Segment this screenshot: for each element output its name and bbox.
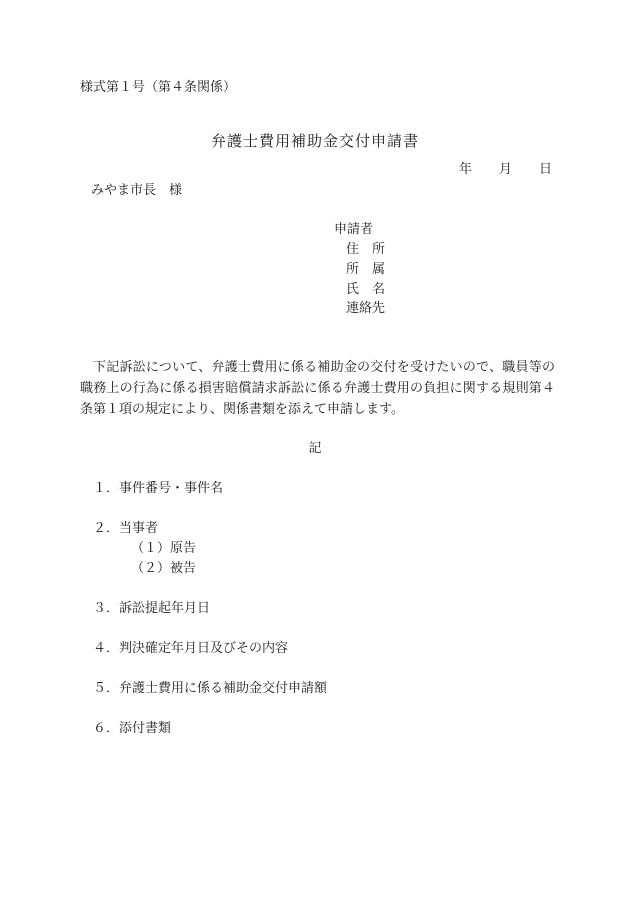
form-number: 様式第１号（第４条関係） (80, 80, 237, 95)
applicant-affiliation-label: 所属 (346, 262, 399, 277)
party-defendant: （２）被告 (131, 561, 197, 576)
date-year-label: 年 (459, 162, 473, 177)
party-plaintiff: （１）原告 (131, 541, 197, 556)
applicant-address-label: 住所 (346, 242, 399, 257)
ki-heading: 記 (308, 441, 322, 456)
date-month-label: 月 (499, 162, 513, 177)
date-day-label: 日 (539, 162, 553, 177)
applicant-name-label: 氏名 (346, 282, 399, 297)
item-attachments: ６．添付書類 (93, 721, 172, 736)
item-subsidy-amount: ５．弁護士費用に係る補助金交付申請額 (93, 681, 328, 696)
item-filing-date: ３．訴訟提起年月日 (93, 601, 211, 616)
body-paragraph: 下記訴訟について、弁護士費用に係る補助金の交付を受けたいので、職員等の職務上の行為に係る損害賠償請求訴訟に係る弁護士費用の負担に関する規則第４条第１項の規定により、関係書類を添えて申請します。 (80, 360, 555, 417)
item-parties: ２．当事者 (93, 521, 159, 536)
item-case-number: １．事件番号・事件名 (93, 481, 224, 496)
applicant-contact-label: 連絡先 (346, 301, 386, 316)
item-judgment: ４．判決確定年月日及びその内容 (93, 641, 289, 656)
applicant-heading: 申請者 (334, 222, 374, 237)
recipient: みやま市長 様 (91, 183, 183, 198)
document-title: 弁護士費用補助金交付申請書 (210, 132, 419, 150)
